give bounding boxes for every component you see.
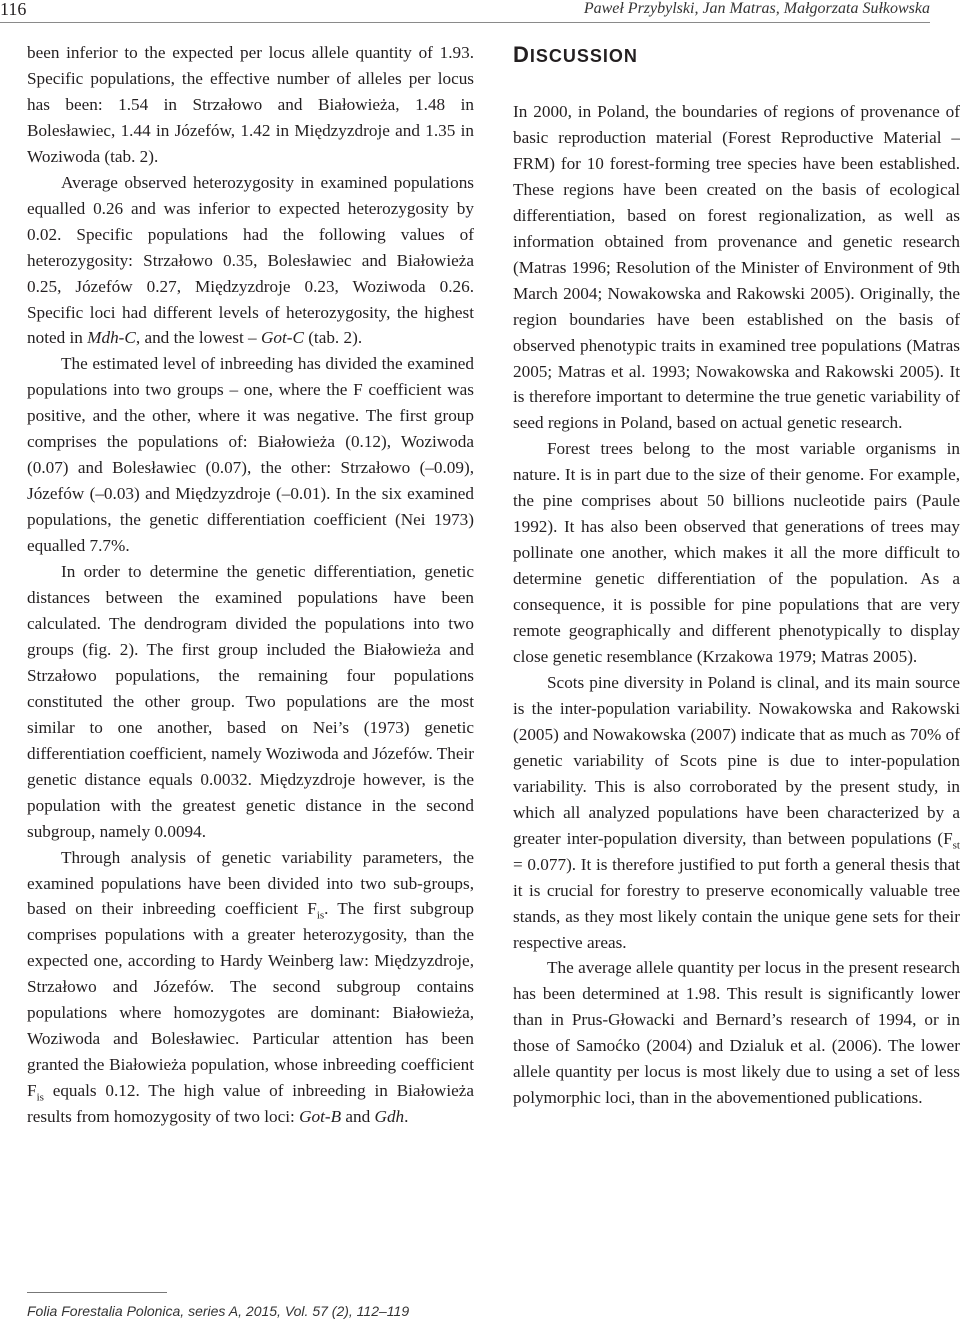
running-header xyxy=(0,0,930,23)
paragraph-scots-pine-diversity: Scots pine diversity in Poland is clinal, and its main source is the inter-population variability. Nowakowska and Rakowski (2005) and Nowakowska (2007) indicate that as much as 70% of genetic variability of Scots pine is due to inter-population variability. This is also corroborated by the present study, in which all analyzed populations have been characterized by a greater inter-population diversity, than between populations $(F_{st} = 0.077)$. It is therefore justified to put forth a general thesis that it is crucial for forestry to preserve economically valuable tree stands, as they most likely contain the unique gene sets for their respective areas. xyxy=(513,672,960,952)
paragraph-variable-organisms: Forest trees belong to the most variable organisms in nature. It is in part due to the size of their genome. For example, the pine comprises about 50 billions nucleotide pairs (Paule 1992). It has also been observed that generations of trees may pollinate one another, which makes it all the more difficult to determine genetic differentiation of the population. As a consequence, it is possible for pine populations that are very remote geographically and different phenotypically to display close genetic resemblance (Krzakowa 1979; Matras 2005). xyxy=(513,439,960,667)
paragraph-allele-quantity-discussion: The average allele quantity per locus in the present research has been determined at 1.98. This result is significantly lower than in Prus-Głowacki and Bernard’s research of 1994, or in those of Samoćko (2004) and Dzialuk et al. (2006). The lower allele quantity per locus is most likely due to using a set of less polymorphic loci, than in the abovementioned publications. xyxy=(513,958,960,1108)
right-column xyxy=(513,42,960,1111)
footer-divider xyxy=(27,1292,167,1293)
paragraph-subgroups: Through analysis of genetic variability parameters, the examined populations have been divided into two sub-groups, based on their inbreeding coefficient $F_{is}$. The first subgroup comprises populations with a greater heterozygosity, than the expected one, according to Hardy Weinberg law: Międzyzdroje, Strzałowo and Józefów. The second subgroup contains populations where homozygotes are dominant: Białowieża, Woziwoda and Bolesławiec. Particular attention has been granted the Białowieża population, whose inbreeding coefficient $F_{is}$ equals 0.12. The high value of inbreeding in Białowieża results from homozygosity of two loci: Got-B and Gdh. xyxy=(27,847,474,1127)
locus-got-b: Got-B xyxy=(299,1107,342,1127)
locus-gdh: Gdh xyxy=(374,1107,405,1127)
locus-got-c: Got-C xyxy=(260,328,304,348)
paragraph-genetic-distances: In order to determine the genetic differentiation, genetic distances between the examined populations have been calculated. The dendrogram divided the populations into two groups (fig. 2). The first group included the Białowieża and Strzałowo populations, the remaining four populations constituted the other group. Two populations are the most similar to one another, based on Nei’s (1973) genetic differentiation coefficient, namely Woziwoda and Józefów. Their genetic distance equals 0.0032. Międzyzdroje however, is the population with the greatest genetic distance in the second subgroup, namely 0.0094. xyxy=(27,562,474,841)
journal-footer: Folia Forestalia Polonica, series A, 2015, Vol. 57 (2), 112–119 xyxy=(27,1303,410,1319)
locus-mdh-c: Mdh-C xyxy=(87,328,136,348)
running-header-authors: Paweł Przybylski, Jan Matras, Małgorzata Sułkowska xyxy=(583,0,930,17)
paragraph-allele-quantity: been inferior to the expected per locus allele quantity of 1.93. Specific populations, the effective number of alleles per locus has been: 1.54 in Strzałowo and Białowieża, 1.48 in Bolesławiec, 1.44 in Józefów, 1.42 in Międzyzdroje and 1.35 in Woziwoda (tab. 2). xyxy=(27,43,474,166)
paragraph-heterozygosity: Average observed heterozygosity in examined populations equalled 0.26 and was inferior to expected heterozygosity by 0.02. Specific populations had the following values of heterozygosity: Strzałowo 0.35, Bolesławiec and Białowieża 0.25, Józefów 0.27, Międzyzdroje 0.23, Woziwoda 0.26. Specific loci had different levels of heterozygosity, the highest noted in Mdh-C, and the lowest – Got-C (tab. 2). xyxy=(27,172,474,348)
paragraph-inbreeding: The estimated level of inbreeding has divided the examined populations into two groups – one, where the F coefficient was positive, and the other, where it was negative. The first group comprises the populations of: Białowieża (0.12), Woziwoda (0.07) and Bolesławiec (0.07), the other: Strzałowo (–0.09), Józefów (–0.03) and Międzyzdroje (–0.01). In the six examined populations, the genetic differentiation coefficient (Nei 1973) equalled 7.7%. xyxy=(27,354,474,556)
page-number: 116 xyxy=(0,0,27,19)
left-column xyxy=(27,40,474,1130)
paragraph-provenance-regions: In 2000, in Poland, the boundaries of regions of provenance of basic reproduction material (Forest Reproductive Material – FRM) for 10 forest-forming tree species have been established. These regions have been created on the basis of ecological differentiation, based on forest regionalization, as well as information obtained from provenance and genetic research (Matras 1996; Resolution of the Minister of Environment of 9th March 2004; Nowakowska and Rakowski 2005). Originally, the region boundaries have been established on the basis of observed phenotypic traits in examined tree populations (Matras 2005; Matras et al. 1993; Nowakowska and Rakowski 2005). It is therefore important to determine the true genetic variability of seed regions in Poland, based on actual genetic research. xyxy=(513,102,960,433)
section-heading-discussion: DISCUSSION xyxy=(513,42,638,67)
